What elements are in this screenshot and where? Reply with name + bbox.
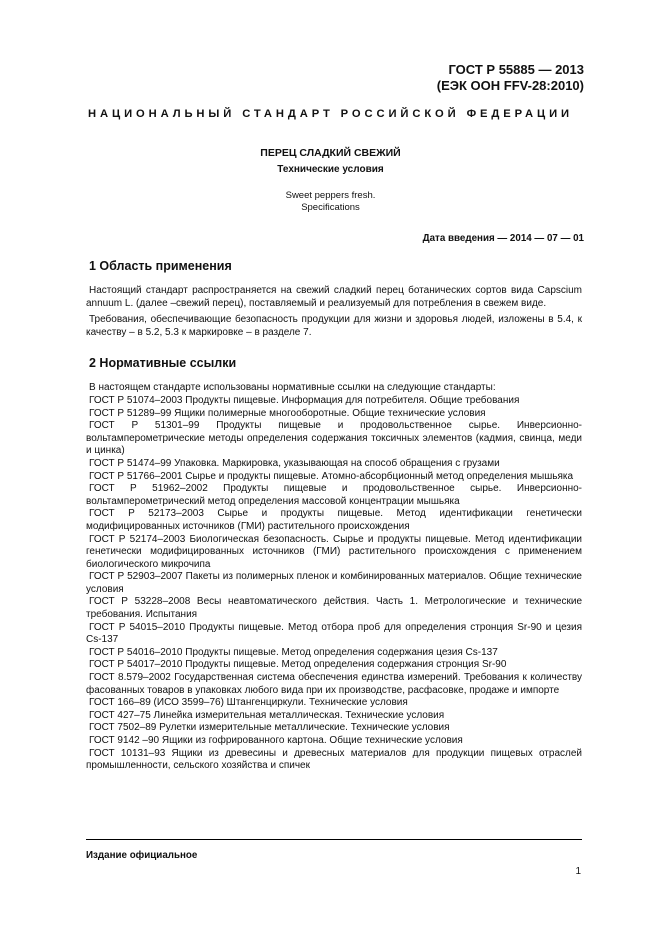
section-1-heading: 1 Область применения [89, 259, 232, 273]
reference-item: ГОСТ Р 54015–2010 Продукты пищевые. Метод отбора проб для определения стронция Sr-90 и цезия Cs-137 [86, 621, 582, 646]
reference-item: ГОСТ 9142 –90 Ящики из гофрированного картона. Общие технические условия [89, 735, 463, 746]
national-standard-banner: НАЦИОНАЛЬНЫЙ СТАНДАРТ РОССИЙСКОЙ ФЕДЕРАЦИИ [88, 108, 573, 120]
reference-item: ГОСТ 8.579–2002 Государственная система обеспечения единства измерений. Требования к количеству фасованных товаров в упаковках любого вида при их производстве, расфасовке, продаже и импорте [86, 672, 582, 696]
subtitle-russian: Технические условия [277, 164, 384, 175]
reference-item: ГОСТ 427–75 Линейка измерительная металлическая. Технические условия [89, 709, 445, 721]
section-1-paragraph: Настоящий стандарт распространяется на свежий сладкий перец ботанических сортов вида Capscium annuum L. (далее –свежий перец), поставляемый и реализуемый для потребления в свежем виде. [86, 285, 582, 309]
reference-item: ГОСТ Р 54017–2010 Продукты пищевые. Метод определения содержания стронция Sr-90 [89, 659, 507, 671]
reference-item: ГОСТ Р 52173–2003 Сырье и продукты пищевые. Метод идентификации генетически модифицированных источников (ГМИ) растительного происхождения [86, 508, 582, 532]
reference-item: ГОСТ Р 51074–2003 Продукты пищевые. Информация для потребителя. Общие требования [89, 394, 520, 406]
title-russian: ПЕРЕЦ СЛАДКИЙ СВЕЖИЙ [260, 147, 401, 159]
reference-item: ГОСТ Р 51474–99 Упаковка. Маркировка, указывающая на способ обращения с грузами [89, 457, 500, 469]
title-block [0, 147, 661, 213]
reference-item: ГОСТ 7502–89 Рулетки измерительные металлические. Технические условия [89, 722, 450, 734]
reference-item: ГОСТ Р 51962–2002 Продукты пищевые и продовольственное сырье. Инверсионно-вольтамперометрический метод определения массовой концентрации мышьяка [86, 483, 582, 507]
standard-number: ГОСТ Р 55885 — 2013 [448, 62, 584, 77]
title-english [0, 190, 661, 213]
reference-item: ГОСТ 10131–93 Ящики из древесины и древесных материалов для продукции пищевых отраслей промышленности, сельского хозяйства и спичек [86, 747, 582, 772]
reference-list [86, 395, 582, 773]
title-english-line-1: Sweet peppers fresh. [285, 190, 376, 201]
reference-item: ГОСТ Р 53228–2008 Весы неавтоматического действия. Часть 1. Метрологические и технические требования. Испытания [86, 596, 582, 621]
reference-item: ГОСТ 166–89 (ИСО 3599–76) Штангенциркули. Технические условия [89, 697, 408, 709]
page-number: 1 [575, 866, 581, 877]
introduction-date: Дата введения — 2014 — 07 — 01 [422, 233, 584, 244]
reference-item: ГОСТ Р 52903–2007 Пакеты из полимерных пленок и комбинированных материалов. Общие технические условия [86, 571, 582, 595]
reference-item: ГОСТ Р 51301–99 Продукты пищевые и продовольственное сырье. Инверсионно-вольтамперометрические методы определения содержания токсичных элементов (кадмия, свинца, меди и цинка) [86, 420, 582, 457]
equivalent-standard: (ЕЭК ООН FFV-28:2010) [436, 78, 584, 93]
reference-item: ГОСТ Р 54016–2010 Продукты пищевые. Метод определения содержания цезия Cs-137 [89, 646, 498, 658]
footer-divider [86, 839, 582, 840]
standard-identifier [437, 62, 584, 94]
section-2-intro: В настоящем стандарте использованы нормативные ссылки на следующие стандарты: [89, 382, 496, 394]
document-body [86, 258, 582, 773]
reference-item: ГОСТ Р 51766–2001 Сырье и продукты пищевые. Атомно-абсорбционный метод определения мышьяка [89, 470, 574, 482]
reference-item: ГОСТ Р 51289–99 Ящики полимерные многооборотные. Общие технические условия [89, 407, 486, 419]
title-english-line-2: Specifications [301, 201, 360, 213]
section-2-heading: 2 Нормативные ссылки [89, 356, 237, 371]
reference-item: ГОСТ Р 52174–2003 Биологическая безопасность. Сырье и продукты пищевые. Метод идентификации генетически модифицированных источников (ГМИ) растительного происхождения с применением биологического микрочипа [86, 533, 582, 570]
section-1-paragraph: Требования, обеспечивающие безопасность продукции для жизни и здоровья людей, изложены в 5.4, к качеству – в 5.2, 5.3 к маркировке – в разделе 7. [86, 314, 582, 338]
official-edition-label: Издание официальное [86, 850, 198, 861]
